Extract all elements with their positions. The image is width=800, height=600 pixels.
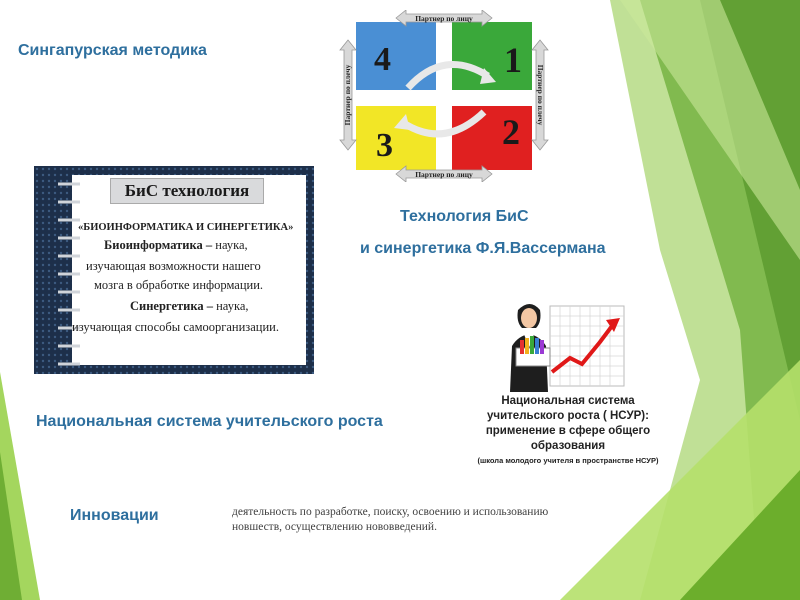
partner-quadrant-diagram bbox=[336, 10, 552, 182]
quadrant-4 bbox=[356, 22, 442, 96]
bis-card-line-2: Биоинформатика – наука, bbox=[104, 238, 248, 252]
quadrant-2-number: 2 bbox=[502, 112, 520, 152]
bis-technology-card bbox=[34, 166, 314, 374]
spiral-binding bbox=[56, 176, 84, 368]
bis-card-line-6: изучающая способы самоорганизации. bbox=[72, 320, 279, 334]
top-partner-label: Партнер по лицу bbox=[415, 14, 473, 23]
quadrant-4-number: 4 bbox=[374, 41, 391, 78]
quadrant-1-number: 1 bbox=[504, 40, 522, 80]
national-teacher-growth-heading: Национальная система учительского роста bbox=[36, 413, 383, 430]
nsur-caption: Национальная система учительского роста ( НСУР): применение в сфере общего образования bbox=[485, 395, 651, 452]
innovations-description: деятельность по разработке, поиску, освоению и использованию новшеств, осуществлению нововведений. bbox=[232, 506, 549, 533]
bis-card-title: БиС технология bbox=[110, 178, 264, 204]
bis-card-subtitle: «БИОИНФОРМАТИКА И СИНЕРГЕТИКА» bbox=[78, 222, 294, 233]
right-partner-label: Партнер по плечу bbox=[536, 64, 545, 126]
bis-card-line-4: мозга в обработке информации. bbox=[94, 278, 264, 292]
teacher-growth-illustration bbox=[500, 296, 626, 392]
innovations-heading: Инновации bbox=[70, 507, 159, 524]
nsur-subcaption: (школа молодого учителя в пространстве НСУР) bbox=[477, 456, 659, 465]
bottom-partner-label: Партнер по лицу bbox=[415, 170, 473, 179]
singapore-method-heading: Сингапурская методика bbox=[18, 42, 207, 59]
quadrant-3-number: 3 bbox=[376, 127, 393, 164]
left-partner-label: Партнер по плечу bbox=[343, 64, 352, 126]
bis-card-line-5: Синергетика – наука, bbox=[130, 299, 249, 313]
synergetics-heading: и синергетика Ф.Я.Вассермана bbox=[360, 240, 606, 257]
bis-card-line-3: изучающая возможности нашего bbox=[86, 259, 261, 273]
bis-technology-heading: Технология БиС bbox=[400, 208, 529, 225]
